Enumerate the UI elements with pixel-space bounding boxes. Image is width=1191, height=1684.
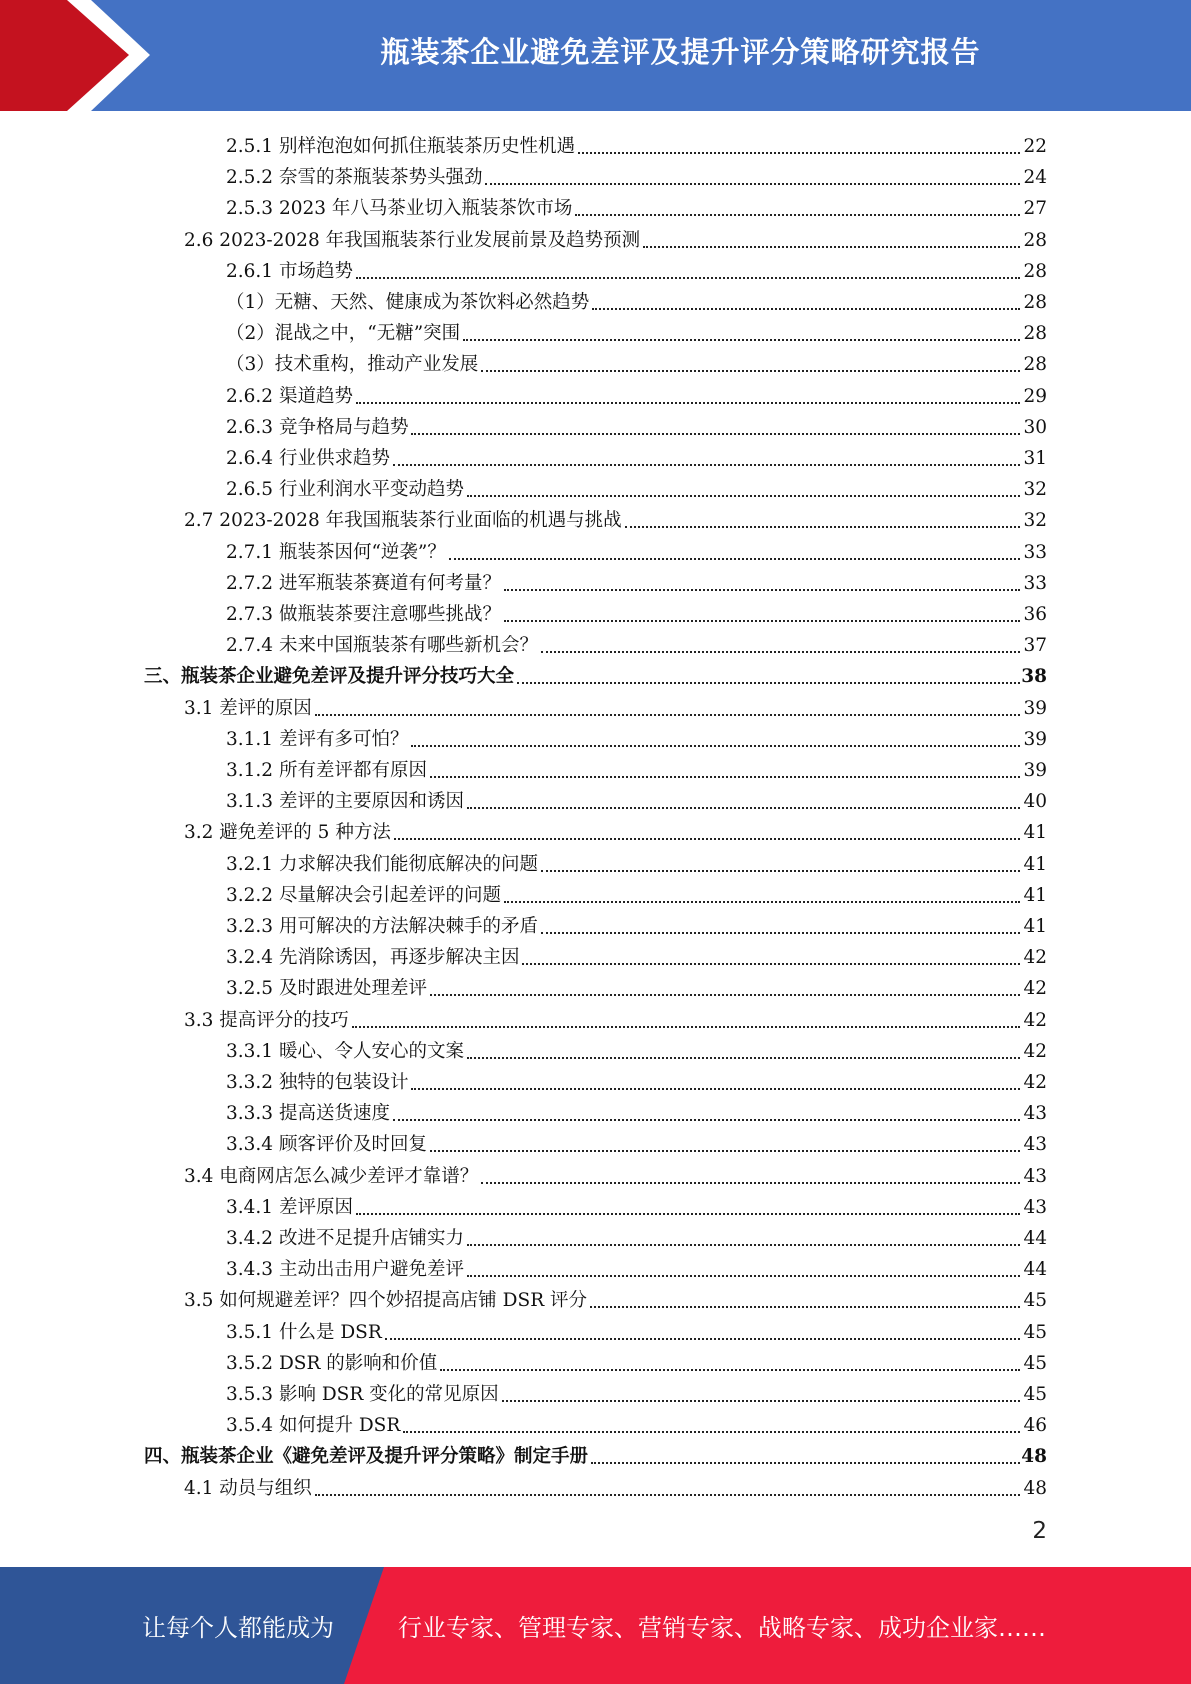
toc-dot-leader: [590, 1306, 1020, 1308]
toc-entry[interactable]: [226, 907, 1047, 938]
toc-entry-title: 2.7.4 未来中国瓶装茶有哪些新机会？: [226, 635, 538, 657]
toc-entry-title: （3）技术重构，推动产业发展: [226, 354, 479, 376]
toc-entry[interactable]: [226, 533, 1047, 564]
toc-entry[interactable]: [226, 720, 1047, 751]
toc-dot-leader: [411, 1088, 1020, 1090]
toc-entry-title: 3.3.4 顾客评价及时回复: [226, 1134, 427, 1156]
toc-dot-leader: [502, 1400, 1020, 1402]
toc-entry-page: 39: [1023, 760, 1047, 781]
toc-dot-leader: [625, 526, 1020, 528]
toc-entry-page: 41: [1023, 916, 1047, 937]
toc-entry-title: 3.5.1 什么是 DSR: [226, 1321, 382, 1343]
toc-entry-title: 3.4.1 差评原因: [226, 1196, 353, 1218]
toc-entry-title: 2.6.3 竞争格局与趋势: [226, 416, 409, 438]
toc-entry-title: 3.1 差评的原因: [184, 697, 312, 719]
toc-entry[interactable]: [226, 626, 1047, 657]
toc-dot-leader: [504, 589, 1020, 591]
toc-entry[interactable]: [184, 1001, 1047, 1032]
toc-entry-title: 3.5.4 如何提升 DSR: [226, 1415, 401, 1437]
toc-dot-leader: [385, 1338, 1020, 1340]
toc-entry-page: 28: [1023, 260, 1047, 282]
toc-entry-page: 42: [1023, 1072, 1047, 1093]
toc-dot-leader: [481, 370, 1020, 372]
toc-dot-leader: [481, 1182, 1020, 1184]
toc-entry[interactable]: [226, 938, 1047, 969]
toc-entry-title: 3.2.1 力求解决我们能彻底解决的问题: [226, 853, 538, 875]
toc-entry-title: 3.2 避免差评的 5 种方法: [184, 822, 391, 844]
toc-entry[interactable]: [184, 1157, 1047, 1188]
toc-entry-title: 3.1.1 差评有多可怕？: [226, 728, 409, 750]
toc-entry-page: 46: [1023, 1415, 1047, 1437]
document-title: 瓶装茶企业避免差评及提升评分策略研究报告: [380, 34, 981, 69]
chevron-arrow-icon: [0, 0, 160, 111]
toc-entry-title: 2.5.2 奈雪的茶瓶装茶势头强劲: [226, 167, 483, 189]
toc-entry-page: 43: [1023, 1134, 1047, 1156]
toc-dot-leader: [411, 433, 1020, 435]
toc-entry[interactable]: [226, 1406, 1047, 1437]
toc-entry[interactable]: [226, 1344, 1047, 1375]
toc-dot-leader: [575, 214, 1020, 216]
toc-dot-leader: [430, 994, 1020, 996]
toc-entry-title: 3.3 提高评分的技巧: [184, 1009, 349, 1031]
toc-entry-title: 3.4.2 改进不足提升店铺实力: [226, 1228, 464, 1249]
toc-dot-leader: [430, 1150, 1020, 1152]
toc-entry-title: 2.6.2 渠道趋势: [226, 385, 353, 407]
toc-dot-leader: [592, 308, 1020, 310]
toc-entry-title: 3.2.5 及时跟进处理差评: [226, 978, 427, 1000]
toc-entry-title: 3.4.3 主动出击用户避免差评: [226, 1259, 464, 1281]
toc-entry-page: 28: [1023, 292, 1047, 313]
toc-entry-title: 3.3.1 暖心、令人安心的文案: [226, 1040, 464, 1062]
toc-entry-page: 42: [1023, 978, 1047, 1000]
toc-entry-page: 40: [1023, 791, 1047, 813]
toc-dot-leader: [591, 1462, 1020, 1464]
toc-entry[interactable]: [226, 158, 1047, 189]
toc-entry[interactable]: [226, 1125, 1047, 1156]
toc-entry[interactable]: [226, 377, 1047, 408]
toc-entry[interactable]: [184, 501, 1047, 532]
toc-entry-page: 29: [1023, 385, 1047, 407]
toc-entry-page: 32: [1023, 510, 1047, 532]
toc-entry-page: 48: [1023, 1477, 1047, 1499]
toc-entry-title: 2.7.1 瓶装茶因何“逆袭”？: [226, 541, 446, 563]
toc-entry-title: 3.1.3 差评的主要原因和诱因: [226, 791, 464, 813]
toc-dot-leader: [467, 1244, 1020, 1246]
header-band: [0, 0, 1191, 111]
toc-entry[interactable]: [226, 595, 1047, 626]
toc-entry-page: 43: [1023, 1196, 1047, 1218]
toc-entry-title: （1）无糖、天然、健康成为茶饮料必然趋势: [226, 292, 590, 313]
toc-entry-page: 44: [1023, 1228, 1047, 1249]
toc-entry-page: 28: [1023, 354, 1047, 376]
toc-entry[interactable]: [226, 252, 1047, 283]
toc-entry-title: 3.5.3 影响 DSR 变化的常见原因: [226, 1384, 499, 1405]
toc-entry-title: 三、瓶装茶企业避免差评及提升评分技巧大全: [144, 666, 515, 688]
toc-entry[interactable]: [226, 1188, 1047, 1219]
toc-entry-title: 2.6 2023-2028 年我国瓶装茶行业发展前景及趋势预测: [184, 229, 641, 251]
toc-dot-leader: [643, 246, 1020, 248]
toc-dot-leader: [504, 620, 1020, 622]
toc-entry[interactable]: [226, 283, 1047, 314]
toc-entry-title: 2.6.5 行业利润水平变动趋势: [226, 479, 464, 501]
toc-entry-page: 37: [1023, 635, 1047, 657]
toc-dot-leader: [394, 838, 1020, 840]
toc-entry-page: 42: [1023, 1040, 1047, 1062]
toc-entry-page: 48: [1021, 1446, 1047, 1468]
toc-dot-leader: [467, 1275, 1020, 1277]
toc-entry-page: 24: [1023, 167, 1047, 189]
toc-entry[interactable]: [226, 1250, 1047, 1281]
toc-dot-leader: [352, 1026, 1020, 1028]
toc-entry-page: 38: [1021, 666, 1047, 688]
toc-dot-leader: [403, 1431, 1020, 1433]
toc-entry-page: 33: [1023, 572, 1047, 594]
toc-entry-title: 四、瓶装茶企业《避免差评及提升评分策略》制定手册: [144, 1446, 589, 1468]
toc-dot-leader: [315, 714, 1020, 716]
toc-dot-leader: [541, 870, 1020, 872]
toc-entry[interactable]: [226, 345, 1047, 376]
footer-slogan-left: 让每个人都能成为: [142, 1614, 334, 1642]
toc-dot-leader: [541, 651, 1020, 653]
toc-entry-page: 28: [1023, 323, 1047, 345]
toc-entry[interactable]: [226, 408, 1047, 439]
toc-entry-page: 41: [1023, 884, 1047, 906]
toc-entry-page: 45: [1023, 1321, 1047, 1343]
toc-entry[interactable]: [226, 314, 1047, 345]
toc-entry-title: 3.3.2 独特的包装设计: [226, 1072, 409, 1093]
toc-entry-page: 42: [1023, 947, 1047, 969]
toc-entry-page: 31: [1023, 448, 1047, 469]
toc-entry-page: 41: [1023, 853, 1047, 875]
toc-entry-title: 2.5.3 2023 年八马茶业切入瓶装茶饮市场: [226, 198, 573, 220]
toc-entry-title: 3.1.2 所有差评都有原因: [226, 760, 427, 781]
toc-entry-title: 3.3.3 提高送货速度: [226, 1103, 390, 1125]
toc-entry-page: 45: [1023, 1352, 1047, 1374]
toc-entry-title: 2.7 2023-2028 年我国瓶装茶行业面临的机遇与挑战: [184, 510, 622, 532]
toc-entry-title: 2.7.2 进军瓶装茶赛道有何考量？: [226, 572, 501, 594]
toc-dot-leader: [504, 901, 1020, 903]
toc-dot-leader: [356, 1213, 1020, 1215]
toc-entry-page: 45: [1023, 1384, 1047, 1405]
toc-dot-leader: [393, 1119, 1020, 1121]
toc-entry[interactable]: [184, 1469, 1047, 1500]
toc-entry[interactable]: [144, 1437, 1047, 1468]
toc-dot-leader: [485, 183, 1020, 185]
toc-entry-page: 36: [1023, 604, 1047, 625]
toc-entry[interactable]: [184, 221, 1047, 252]
toc-entry-title: （2）混战之中，“无糖”突围: [226, 323, 461, 345]
toc-dot-leader: [449, 558, 1020, 560]
toc-entry[interactable]: [226, 969, 1047, 1000]
toc-entry-title: 3.2.3 用可解决的方法解决棘手的矛盾: [226, 916, 538, 937]
toc-entry-title: 2.6.4 行业供求趋势: [226, 448, 390, 469]
toc-entry-page: 39: [1023, 697, 1047, 719]
toc-entry-page: 33: [1023, 541, 1047, 563]
toc-entry-title: 3.2.2 尽量解决会引起差评的问题: [226, 884, 501, 906]
footer-band: [0, 1567, 1191, 1684]
toc-dot-leader: [467, 495, 1020, 497]
toc-dot-leader: [517, 682, 1020, 684]
toc-entry[interactable]: [226, 1094, 1047, 1125]
toc-entry[interactable]: [226, 564, 1047, 595]
toc-entry[interactable]: [226, 470, 1047, 501]
toc-entry[interactable]: [226, 1313, 1047, 1344]
toc-entry-title: 3.5.2 DSR 的影响和价值: [226, 1352, 438, 1374]
toc-entry[interactable]: [226, 751, 1047, 782]
toc-dot-leader: [315, 1494, 1020, 1496]
toc-entry-title: 3.2.4 先消除诱因，再逐步解决主因: [226, 947, 520, 969]
toc-entry-page: 43: [1023, 1103, 1047, 1125]
toc-dot-leader: [522, 963, 1020, 965]
toc-entry-title: 2.5.1 别样泡泡如何抓住瓶装茶历史性机遇: [226, 136, 575, 157]
toc-dot-leader: [356, 402, 1020, 404]
toc-dot-leader: [393, 464, 1020, 466]
toc-entry[interactable]: [184, 689, 1047, 720]
toc-entry-page: 32: [1023, 479, 1047, 501]
toc-entry-page: 43: [1023, 1165, 1047, 1187]
toc-entry[interactable]: [226, 1032, 1047, 1063]
toc-entry[interactable]: [226, 1063, 1047, 1094]
footer-slogan-right: 行业专家、管理专家、营销专家、战略专家、成功企业家……: [398, 1614, 1046, 1642]
toc-dot-leader: [463, 339, 1020, 341]
toc-entry[interactable]: [184, 1281, 1047, 1312]
toc-entry-page: 42: [1023, 1009, 1047, 1031]
toc-entry[interactable]: [144, 657, 1047, 688]
toc-entry[interactable]: [226, 1375, 1047, 1406]
page-number: 2: [1032, 1518, 1047, 1544]
toc-entry[interactable]: [226, 845, 1047, 876]
toc-entry-title: 3.5 如何规避差评？四个妙招提高店铺 DSR 评分: [184, 1290, 587, 1312]
toc-entry-page: 45: [1023, 1290, 1047, 1312]
toc-entry-title: 3.4 电商网店怎么减少差评才靠谱？: [184, 1165, 479, 1187]
toc-dot-leader: [356, 277, 1020, 279]
toc-dot-leader: [430, 776, 1020, 778]
toc-entry[interactable]: [226, 1219, 1047, 1250]
toc-entry[interactable]: [184, 813, 1047, 844]
toc-entry-page: 44: [1023, 1259, 1047, 1281]
toc-dot-leader: [541, 932, 1020, 934]
toc-dot-leader: [467, 1057, 1020, 1059]
toc-entry-title: 2.7.3 做瓶装茶要注意哪些挑战？: [226, 604, 501, 625]
toc-entry[interactable]: [226, 439, 1047, 470]
toc-entry[interactable]: [226, 189, 1047, 220]
toc-entry-page: 39: [1023, 728, 1047, 750]
toc-dot-leader: [411, 745, 1020, 747]
toc-dot-leader: [578, 152, 1020, 154]
toc-entry-page: 28: [1023, 229, 1047, 251]
toc-entry-title: 4.1 动员与组织: [184, 1477, 312, 1499]
toc-entry-page: 30: [1023, 416, 1047, 438]
toc-entry-page: 41: [1023, 822, 1047, 844]
toc-entry-page: 22: [1023, 136, 1047, 157]
toc-entry-page: 27: [1023, 198, 1047, 220]
toc-entry-title: 2.6.1 市场趋势: [226, 260, 353, 282]
toc-entry[interactable]: [226, 127, 1047, 158]
toc-entry[interactable]: [226, 876, 1047, 907]
toc-dot-leader: [440, 1369, 1020, 1371]
toc-entry[interactable]: [226, 782, 1047, 813]
toc-dot-leader: [467, 807, 1020, 809]
